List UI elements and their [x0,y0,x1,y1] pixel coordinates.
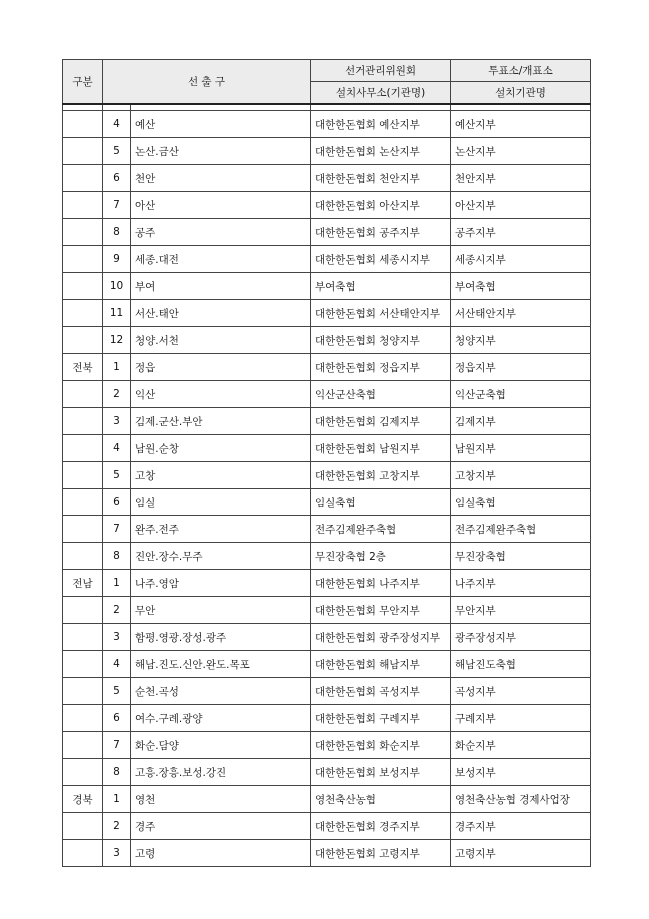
polling-site: 화순지부 [451,732,591,759]
region-cell: 전북 [63,354,103,381]
table-row [63,516,591,543]
row-number: 3 [103,624,131,651]
table-row [63,813,591,840]
row-number: 1 [103,354,131,381]
row-number: 12 [103,327,131,354]
row-number: 6 [103,489,131,516]
row-number: 4 [103,651,131,678]
committee-office: 대한한돈협회 무안지부 [311,597,451,624]
region-cell [63,489,103,516]
district-name: 김제.군산.부안 [131,408,311,435]
row-number: 2 [103,813,131,840]
district-name: 경주 [131,813,311,840]
row-number: 7 [103,516,131,543]
row-number: 6 [103,705,131,732]
header-region: 구분 [63,60,103,105]
row-number: 6 [103,165,131,192]
district-name: 화순.담양 [131,732,311,759]
row-number: 4 [103,111,131,138]
region-cell [63,435,103,462]
region-cell [63,408,103,435]
row-number: 5 [103,138,131,165]
district-name: 나주.영암 [131,570,311,597]
polling-site: 해남진도축협 [451,651,591,678]
header-district: 선 출 구 [103,60,311,105]
region-cell [63,111,103,138]
district-name: 영천 [131,786,311,813]
region-cell [63,462,103,489]
polling-site: 논산지부 [451,138,591,165]
table-row [63,111,591,138]
committee-office: 대한한돈협회 구례지부 [311,705,451,732]
row-number: 7 [103,192,131,219]
region-cell [63,759,103,786]
header-polling: 투표소/개표소 [451,60,591,82]
polling-location-table [62,59,591,867]
row-number: 9 [103,246,131,273]
polling-site: 남원지부 [451,435,591,462]
region-cell [63,165,103,192]
district-name: 예산 [131,111,311,138]
polling-site: 부여축협 [451,273,591,300]
polling-site: 나주지부 [451,570,591,597]
district-name: 공주 [131,219,311,246]
committee-office: 대한한돈협회 논산지부 [311,138,451,165]
committee-office: 부여축협 [311,273,451,300]
committee-office: 대한한돈협회 청양지부 [311,327,451,354]
row-number: 3 [103,840,131,867]
row-number: 8 [103,219,131,246]
polling-site: 곡성지부 [451,678,591,705]
region-cell [63,192,103,219]
table-row [63,246,591,273]
polling-site: 고령지부 [451,840,591,867]
row-number: 4 [103,435,131,462]
polling-site: 전주김제완주축협 [451,516,591,543]
district-name: 임실 [131,489,311,516]
row-number: 11 [103,300,131,327]
polling-site: 서산태안지부 [451,300,591,327]
table-row [63,219,591,246]
table-row [63,678,591,705]
table-row [63,435,591,462]
region-cell [63,327,103,354]
row-number: 1 [103,786,131,813]
table-row [63,651,591,678]
polling-site: 고창지부 [451,462,591,489]
polling-site: 공주지부 [451,219,591,246]
region-cell [63,651,103,678]
polling-site: 정읍지부 [451,354,591,381]
region-cell [63,732,103,759]
row-number: 5 [103,678,131,705]
table-row [63,759,591,786]
table-row [63,840,591,867]
table-header [63,60,591,105]
committee-office: 대한한돈협회 공주지부 [311,219,451,246]
committee-office: 대한한돈협회 화순지부 [311,732,451,759]
committee-office: 대한한돈협회 세종시지부 [311,246,451,273]
committee-office: 임실축협 [311,489,451,516]
region-cell [63,624,103,651]
region-cell [63,813,103,840]
table-row [63,786,591,813]
table-row [63,192,591,219]
table-row [63,354,591,381]
region-cell [63,705,103,732]
committee-office: 대한한돈협회 광주장성지부 [311,624,451,651]
row-number: 3 [103,408,131,435]
committee-office: 대한한돈협회 예산지부 [311,111,451,138]
region-cell [63,543,103,570]
committee-office: 대한한돈협회 나주지부 [311,570,451,597]
polling-site: 임실축협 [451,489,591,516]
district-name: 여수.구례.광양 [131,705,311,732]
district-name: 고령 [131,840,311,867]
polling-site: 구례지부 [451,705,591,732]
district-name: 세종.대전 [131,246,311,273]
table-body [63,104,591,867]
table-row [63,705,591,732]
district-name: 무안 [131,597,311,624]
table-row [63,327,591,354]
committee-office: 대한한돈협회 아산지부 [311,192,451,219]
table-row [63,570,591,597]
district-name: 아산 [131,192,311,219]
table-row [63,624,591,651]
region-cell [63,381,103,408]
table-row [63,300,591,327]
row-number: 8 [103,759,131,786]
committee-office: 대한한돈협회 해남지부 [311,651,451,678]
district-name: 함평.영광.장성.광주 [131,624,311,651]
region-cell [63,300,103,327]
region-cell [63,273,103,300]
district-name: 논산.금산 [131,138,311,165]
district-name: 청양.서천 [131,327,311,354]
row-number: 1 [103,570,131,597]
table-row [63,273,591,300]
table-row [63,408,591,435]
committee-office: 영천축산농협 [311,786,451,813]
polling-site: 예산지부 [451,111,591,138]
polling-site: 청양지부 [451,327,591,354]
table-row [63,489,591,516]
district-name: 남원.순창 [131,435,311,462]
row-number: 2 [103,597,131,624]
polling-site: 보성지부 [451,759,591,786]
region-cell: 경북 [63,786,103,813]
header-committee-sub: 설치사무소(기관명) [311,82,451,105]
committee-office: 대한한돈협회 경주지부 [311,813,451,840]
district-name: 정읍 [131,354,311,381]
polling-site: 영천축산농협 경제사업장 [451,786,591,813]
district-name: 고창 [131,462,311,489]
table-row [63,138,591,165]
region-cell [63,678,103,705]
table-row [63,543,591,570]
table-row [63,732,591,759]
region-cell [63,516,103,543]
region-cell [63,138,103,165]
committee-office: 대한한돈협회 김제지부 [311,408,451,435]
polling-site: 아산지부 [451,192,591,219]
row-number: 7 [103,732,131,759]
table-row [63,597,591,624]
polling-site: 김제지부 [451,408,591,435]
committee-office: 전주김제완주축협 [311,516,451,543]
table-row [63,381,591,408]
committee-office: 대한한돈협회 고령지부 [311,840,451,867]
region-cell: 전남 [63,570,103,597]
polling-site: 광주장성지부 [451,624,591,651]
polling-site: 익산군축협 [451,381,591,408]
district-name: 익산 [131,381,311,408]
polling-site: 천안지부 [451,165,591,192]
committee-office: 대한한돈협회 남원지부 [311,435,451,462]
table-row [63,165,591,192]
district-name: 서산.태안 [131,300,311,327]
polling-site: 세종시지부 [451,246,591,273]
district-name: 진안.장수.무주 [131,543,311,570]
row-number: 2 [103,381,131,408]
region-cell [63,246,103,273]
district-name: 고흥.장흥.보성.강진 [131,759,311,786]
region-cell [63,840,103,867]
region-cell [63,219,103,246]
district-name: 천안 [131,165,311,192]
header-polling-sub: 설치기관명 [451,82,591,105]
district-name: 완주.전주 [131,516,311,543]
polling-site: 무안지부 [451,597,591,624]
committee-office: 대한한돈협회 서산태안지부 [311,300,451,327]
committee-office: 대한한돈협회 보성지부 [311,759,451,786]
district-name: 순천.곡성 [131,678,311,705]
row-number: 5 [103,462,131,489]
row-number: 8 [103,543,131,570]
committee-office: 대한한돈협회 천안지부 [311,165,451,192]
region-cell [63,597,103,624]
committee-office: 대한한돈협회 곡성지부 [311,678,451,705]
header-committee: 선거관리위원회 [311,60,451,82]
district-name: 부여 [131,273,311,300]
polling-site: 무진장축협 [451,543,591,570]
table-row [63,462,591,489]
district-name: 해남.진도.신안.완도.목포 [131,651,311,678]
row-number: 10 [103,273,131,300]
committee-office: 무진장축협 2층 [311,543,451,570]
committee-office: 대한한돈협회 고창지부 [311,462,451,489]
polling-site: 경주지부 [451,813,591,840]
committee-office: 대한한돈협회 정읍지부 [311,354,451,381]
committee-office: 익산군산축협 [311,381,451,408]
